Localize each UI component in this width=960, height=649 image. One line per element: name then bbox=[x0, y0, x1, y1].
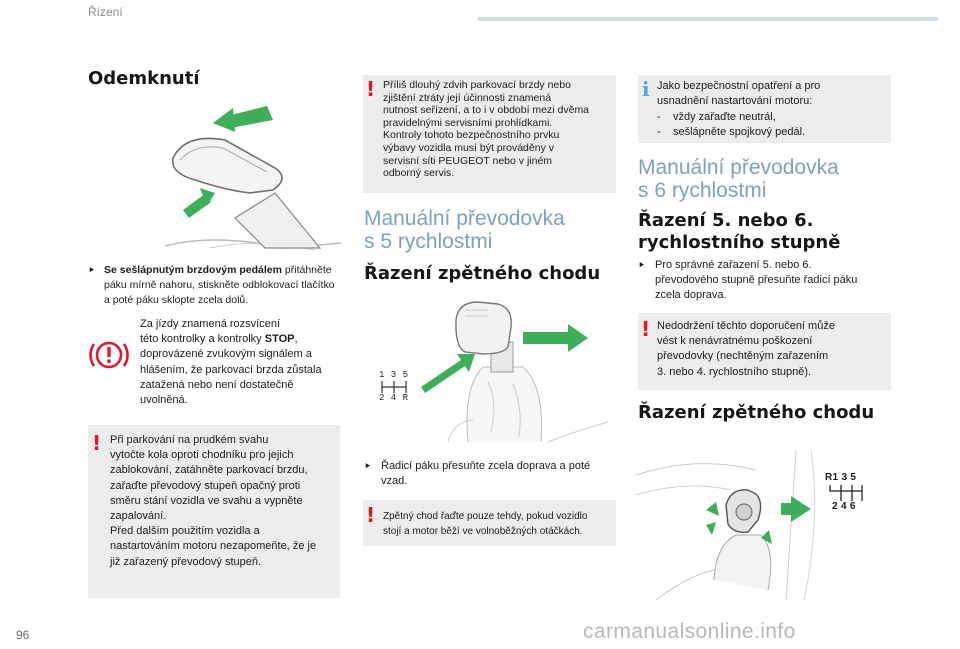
gear-pattern-top: R1 3 5 bbox=[825, 472, 857, 483]
warning-box-gearbox bbox=[638, 313, 891, 390]
page-number: 96 bbox=[16, 628, 30, 642]
warning-icon: ! bbox=[366, 77, 376, 101]
info-list bbox=[657, 110, 889, 140]
gear-pattern-6 bbox=[822, 472, 874, 516]
warning-box-slope bbox=[88, 425, 340, 598]
step-unlock-bold: Se sešlápnutým brzdovým pedálem bbox=[104, 264, 282, 276]
warning-gearbox-text: Nedodržení těchto doporučení může vést k nenávratnému poškození převodovky (nechtěným zařazením 3. nebo 4. rychlostního stupně). bbox=[657, 320, 835, 378]
step-unlock-text: přitáhněte páku mírně nahoru, stiskněte odblokovací tlačítko a poté páku sklopte zcela dolů. bbox=[104, 264, 335, 306]
step-reverse-5-text: Řadicí páku přesuňte zcela doprava a poté vzad. bbox=[381, 460, 591, 488]
brake-warning-lamp-icon bbox=[86, 332, 132, 378]
step-unlock: ⯈ Se sešlápnutým brzdovým pedálem přitáhněte páku mírně nahoru, stiskněte odblokovací tlačítko a poté páku sklopte zcela dolů. bbox=[88, 264, 335, 306]
illustration-parking-brake bbox=[155, 98, 341, 256]
info-list-item: - vždy zařaďte neutrál, bbox=[657, 111, 776, 123]
subtitle-reverse-6: Řazení zpětného chodu bbox=[638, 402, 875, 423]
info-icon: i bbox=[642, 77, 650, 101]
watermark: carmanualsonline.info bbox=[583, 620, 796, 643]
step-gear-5-6-text: Pro správné zařazení 5. nebo 6. převodového stupně přesuňte řadicí páku zcela doprava. bbox=[655, 259, 858, 302]
warning-reverse-text: Zpětný chod řaďte pouze tehdy, pokud vozidlo stojí a motor běží ve volnoběžných otáčkách. bbox=[383, 511, 588, 537]
warning-box-brake-service bbox=[363, 75, 616, 193]
warning-slope-text: Při parkování na prudkém svahu vytočte kola oproti chodníku pro jejich zablokování, zatáhněte parkovací brzdu, zařaďte převodový stupeň opačný proti směru stání vozidla ve svahu a vypněte zapalování. Před dalším použitím vozidla a nastartováním motoru nezapomeňte, že je již zařazený převodový stupeň. bbox=[110, 434, 317, 568]
title-odemknuti: Odemknutí bbox=[88, 68, 200, 89]
gear-pattern-bottom: 2 4 R bbox=[379, 393, 409, 403]
gear-pattern-5 bbox=[377, 370, 417, 404]
step-gear-5-6: ⯈ Pro správné zařazení 5. nebo 6. převodového stupně přesuňte řadicí páku zcela doprava. bbox=[638, 258, 888, 304]
header-bar bbox=[478, 17, 938, 21]
warning-box-reverse bbox=[363, 500, 616, 546]
alert-text: Za jízdy znamená rozsvícení této kontrolky a kontrolky STOP, doprovázené zvukovým signálem a hlášením, že parkovací brzda zůstala zatažená nebo není dostatečně uvolněná. bbox=[140, 318, 322, 407]
gear-pattern-top: 1 3 5 bbox=[379, 370, 409, 380]
warning-icon: ! bbox=[92, 431, 102, 455]
info-text: Jako bezpečnostní opatření a pro usnadnění nastartování motoru: bbox=[657, 80, 821, 108]
subtitle-gear-5-6: Řazení 5. nebo 6. rychlostního stupně bbox=[638, 210, 841, 253]
gear-pattern-bottom: 2 4 6 bbox=[832, 501, 856, 512]
warning-brake-text: Příliš dlouhý zdvih parkovací brzdy nebo zjištění ztráty její účinnosti znamená nutnost seřízení, a to i v období mezi dvěma pravidelnými servisními prohlídkami. Kontroly tohoto bezpečnostního prvku výbavy vozidla musí být prováděny v servisní síti PEUGEOT nebo v jiném odborný servis. bbox=[383, 79, 590, 180]
step-reverse-5: ⯈ Řadicí páku přesuňte zcela doprava a poté vzad. bbox=[364, 459, 614, 489]
info-box-safety bbox=[638, 75, 891, 143]
warning-icon: ! bbox=[641, 317, 651, 341]
warning-icon: ! bbox=[366, 503, 376, 527]
stop-label: STOP bbox=[264, 333, 295, 346]
title-6-speed: Manuální převodovka s 6 rychlostmi bbox=[638, 156, 839, 202]
info-list-item: - sešlápněte spojkový pedál. bbox=[657, 126, 806, 139]
section-header: Řízení bbox=[88, 5, 123, 19]
title-5-speed: Manuální převodovka s 5 rychlostmi bbox=[364, 207, 565, 253]
subtitle-reverse-5: Řazení zpětného chodu bbox=[364, 263, 601, 284]
